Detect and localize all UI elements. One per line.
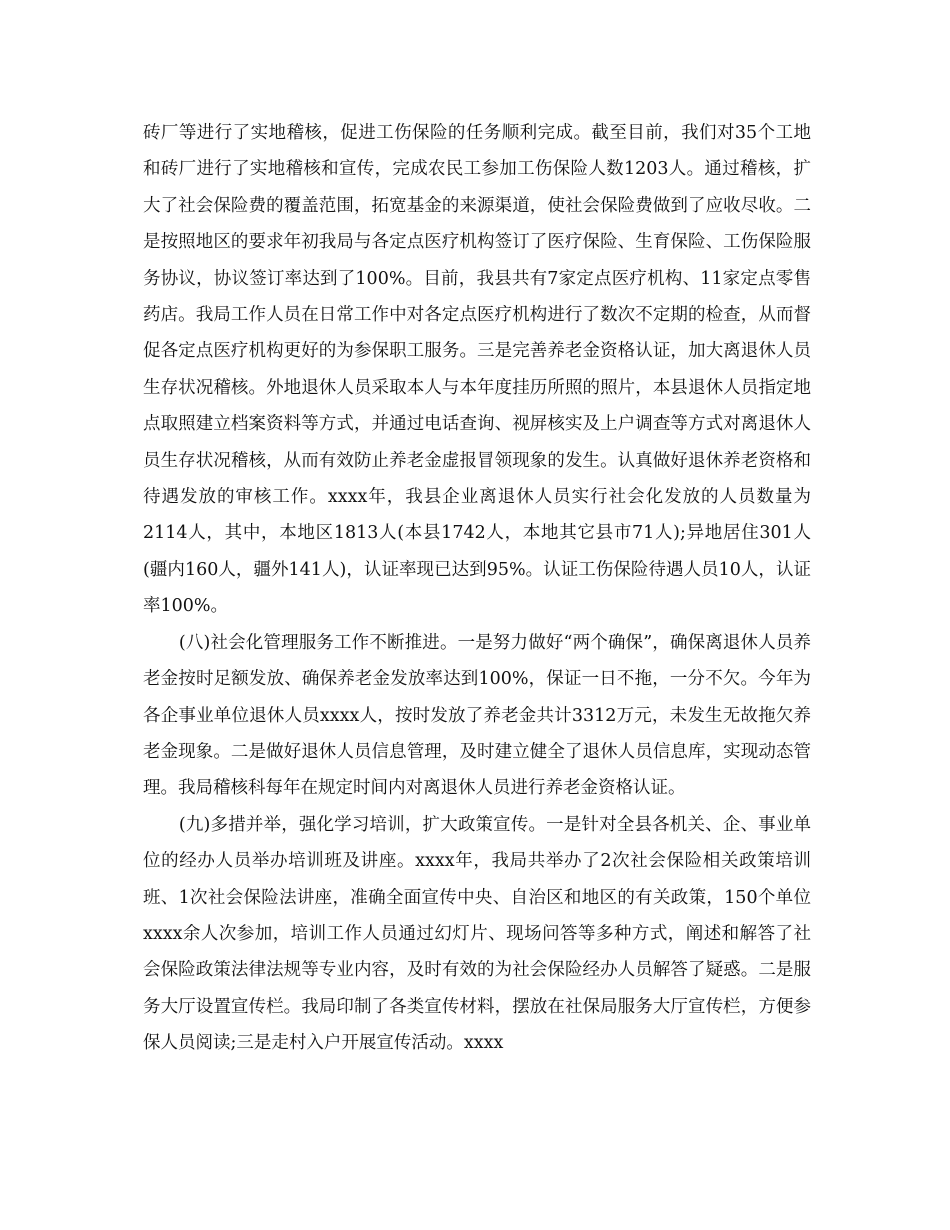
paragraph-training-publicity: (九)多措并举，强化学习培训，扩大政策宣传。一是针对全县各机关、企、事业单位的经办人员举办培训班及讲座。xxxx年，我局共举办了2次社会保险相关政策培训班、1次社会保险法讲座，准确全面宣传中央、自治区和地区的有关政策，150个单位xxxx余人次参加，培训工作人员通过幻灯片、现场问答等多种方式，阐述和解答了社会保险政策法律法规等专业内容，及时有效的为社会保险经办人员解答了疑惑。二是服务大厅设置宣传栏。我局印制了各类宣传材料，摆放在社保局服务大厅宣传栏，方便参保人员阅读;三是走村入户开展宣传活动。xxxx [143, 814, 811, 1054]
paragraph-socialized-management: (八)社会化管理服务工作不断推进。一是努力做好“两个确保”，确保离退休人员养老金按时足额发放、确保养老金发放率达到100%，保证一日不拖，一分不欠。今年为各企事业单位退休人员xxxx人，按时发放了养老金共计3312万元，未发生无故拖欠养老金现象。二是做好退休人员信息管理，及时建立健全了退休人员信息库，实现动态管理。我局稽核科每年在规定时间内对离退休人员进行养老金资格认证。 [143, 632, 811, 799]
document-body [143, 115, 811, 1062]
paragraph-audit-summary: 砖厂等进行了实地稽核，促进工伤保险的任务顺利完成。截至目前，我们对35个工地和砖厂进行了实地稽核和宣传，完成农民工参加工伤保险人数1203人。通过稽核，扩大了社会保险费的覆盖范围，拓宽基金的来源渠道，使社会保险费做到了应收尽收。二是按照地区的要求年初我局与各定点医疗机构签订了医疗保险、生育保险、工伤保险服务协议，协议签订率达到了100%。目前，我县共有7家定点医疗机构、11家定点零售药店。我局工作人员在日常工作中对各定点医疗机构进行了数次不定期的检查，从而督促各定点医疗机构更好的为参保职工服务。三是完善养老金资格认证，加大离退休人员生存状况稽核。外地退休人员采取本人与本年度挂历所照的照片，本县退休人员指定地点取照建立档案资料等方式，并通过电话查询、视屏核实及上户调查等方式对离退休人员生存状况稽核，从而有效防止养老金虚报冒领现象的发生。认真做好退休养老资格和待遇发放的审核工作。xxxx年，我县企业离退休人员实行社会化发放的人员数量为2114人，其中，本地区1813人(本县1742人，本地其它县市71人);异地居住301人(疆内160人，疆外141人)，认证率现已达到95%。认证工伤保险待遇人员10人，认证率100%。 [143, 123, 811, 617]
